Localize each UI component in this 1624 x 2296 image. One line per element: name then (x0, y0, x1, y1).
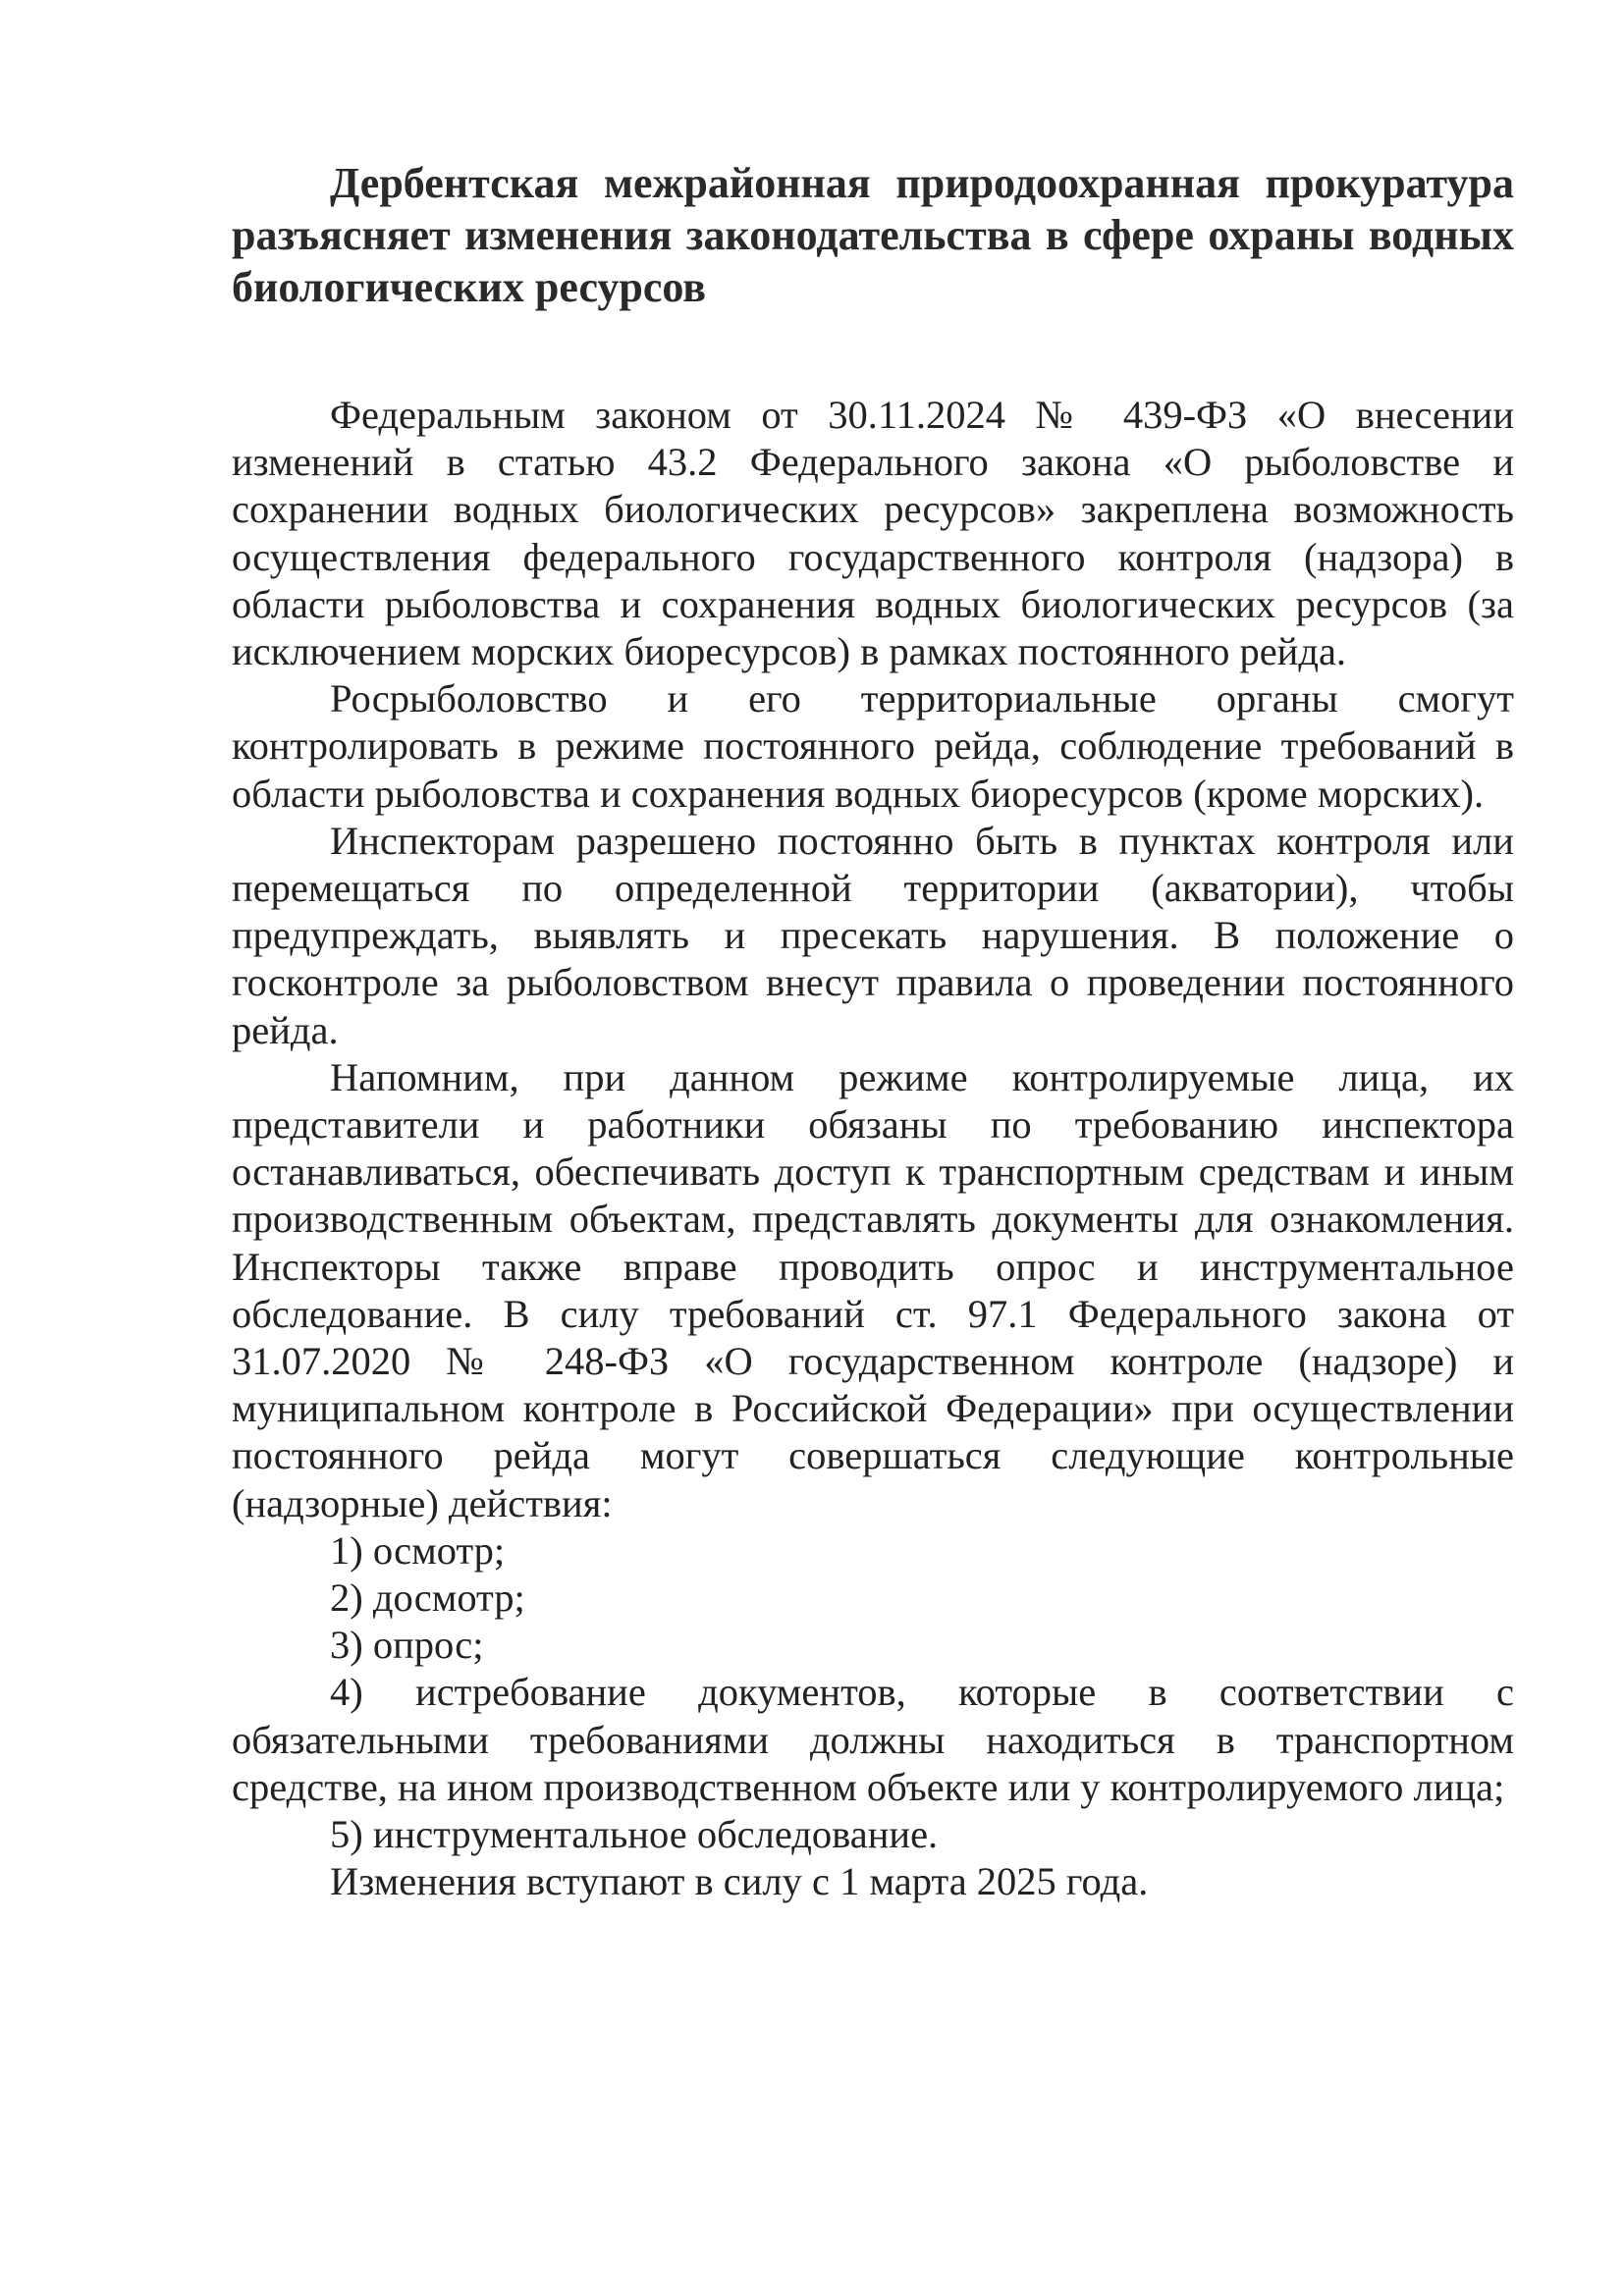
document-content (232, 157, 1514, 1906)
paragraph: Инспекторам разрешено постоянно быть в пунктах контроля или перемещаться по определенной территории (акватории), чтобы предупреждать, выявлять и пресекать нарушения. В положение о госконтроле за рыболовством внесут правила о проведении постоянного рейда. (232, 818, 1514, 1052)
list-item: 1) осмотр; (330, 1527, 506, 1573)
paragraph: Росрыболовство и его территориальные органы смогут контролировать в режиме постоянного рейда, соблюдение требований в области рыболовства и сохранения водных биоресурсов (кроме морских). (232, 676, 1514, 816)
list-item: 4) истребование документов, которые в соответствии с обязательными требованиями должны находиться в транспортном средстве, на ином производственном объекте или у контролируемого лица; (232, 1670, 1514, 1809)
document-body (232, 392, 1514, 1906)
list-item: 2) досмотр; (330, 1575, 525, 1621)
closing-paragraph: Изменения вступают в силу с 1 марта 2025 года. (330, 1859, 1149, 1904)
list-item: 5) инструментальное обследование. (330, 1812, 939, 1857)
document-title: Дербентская межрайонная природоохранная прокуратура разъясняет изменения законодательства в сфере охраны водных биологических ресурсов (232, 159, 1514, 311)
paragraph: Федеральным законом от 30.11.2024 № 439-ФЗ «О внесении изменений в статью 43.2 Федерального закона «О рыболовстве и сохранении водных биологических ресурсов» закреплена возможность осуществления федерального государственного контроля (надзора) в области рыболовства и сохранения водных биологических ресурсов (за исключением морских биоресурсов) в рамках постоянного рейда. (232, 393, 1514, 674)
list-item: 3) опрос; (330, 1623, 484, 1668)
paragraph: Напомним, при данном режиме контролируемые лица, их представители и работники обязаны по требованию инспектора останавливаться, обеспечивать доступ к транспортным средствам и иным производственным объектам, представлять документы для ознакомления. Инспекторы также вправе проводить опрос и инструментальное обследование. В силу требований ст. 97.1 Федерального закона от 31.07.2020 № 248-ФЗ «О государственном контроле (надзоре) и муниципальном контроле в Российской Федерации» при осуществлении постоянного рейда могут совершаться следующие контрольные (надзорные) действия: (232, 1054, 1514, 1525)
